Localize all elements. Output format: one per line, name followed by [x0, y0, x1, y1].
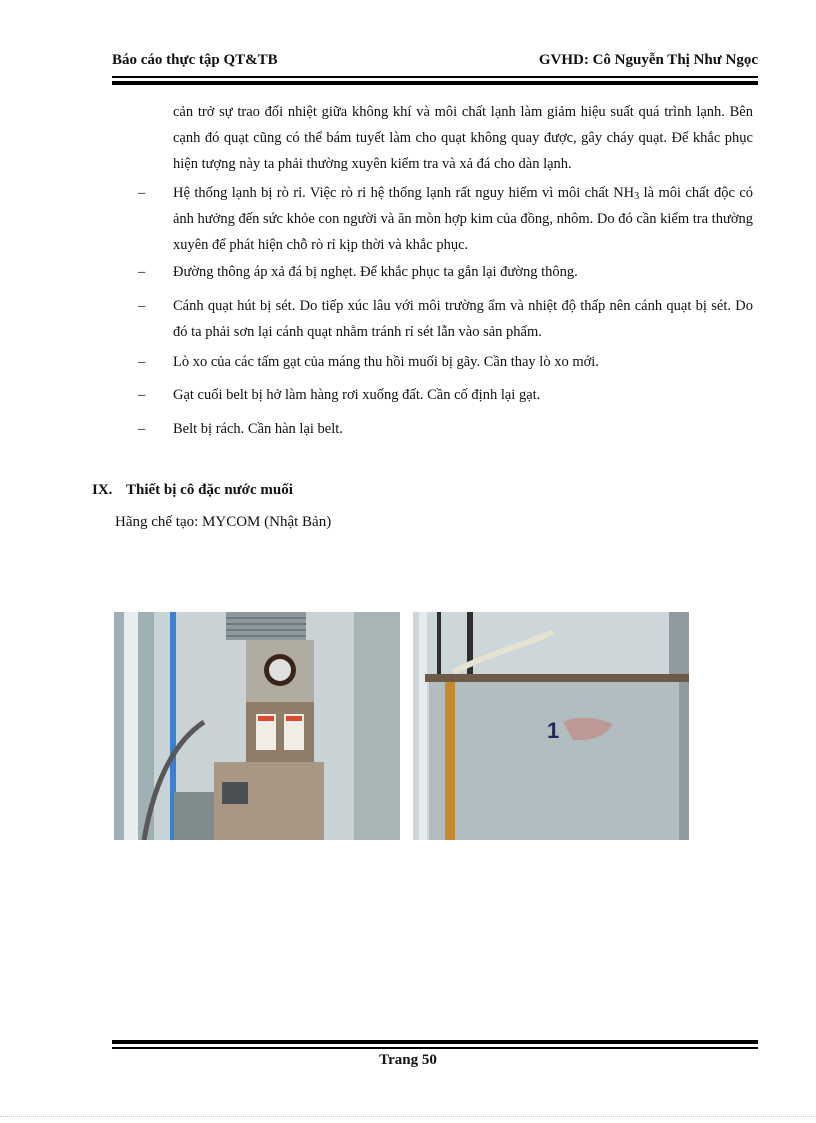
bullet-marker: –: [138, 354, 146, 370]
photo-brine-concentrator-unit: [114, 612, 400, 840]
header-rule-thick: [112, 81, 758, 85]
bullet-marker: –: [138, 387, 146, 403]
footer-rule-thin: [112, 1047, 758, 1049]
bullet-item-belt: Belt bị rách. Cần hàn lại belt.: [173, 421, 343, 437]
header-supervisor: GVHD: Cô Nguyễn Thị Như Ngọc: [538, 52, 758, 68]
section-title: Thiết bị cô đặc nước muối: [126, 482, 293, 498]
photo-brine-tank: [413, 612, 689, 840]
header-rule-thin: [112, 76, 758, 78]
bullet-item-fan: Cánh quạt hút bị sét. Do tiếp xúc lâu với môi trường ẩm và nhiệt độ thấp nên cánh quạt bị sét. Do đó ta phải sơn lại cánh quạt nhằm tránh rỉ sét lẫn vào sản phẩm.: [173, 298, 753, 340]
header-report-title: Báo cáo thực tập QT&TB: [112, 52, 278, 68]
bullet-marker: –: [138, 264, 146, 280]
page-number: Trang 50: [379, 1052, 437, 1068]
bullet-leak-text-b: là môi chất độc có ảnh hưởng đến sức khỏe con người và ăn mòn hợp kim của đồng, nhôm. Do đó cần kiểm tra thường xuyên để phát hiện chỗ rò rỉ kịp thời và khắc phục.: [173, 185, 754, 253]
page-header: [112, 50, 758, 72]
bullet-marker: –: [138, 185, 146, 201]
bullet-marker: –: [138, 298, 146, 314]
bullet-leak-text-a: Hệ thống lạnh bị rò rỉ. Việc rò rỉ hệ thống lạnh rất nguy hiểm vì môi chất NH: [173, 185, 635, 201]
bullet-item-vent: Đường thông áp xả đá bị nghẹt. Để khắc phục ta gắn lại đường thông.: [173, 264, 578, 280]
tank-number-label: 1: [547, 718, 560, 743]
page-edge-dotted: [0, 1116, 816, 1117]
bullet-item-scraper: Gạt cuối belt bị hở làm hàng rơi xuống đất. Cần cố định lại gạt.: [173, 387, 541, 403]
nh3-subscript: 3: [634, 191, 640, 202]
footer-rule-thick: [112, 1040, 758, 1044]
continuation-paragraph: cản trở sự trao đổi nhiệt giữa không khí và môi chất lạnh làm giảm hiệu suất quá trình lạnh. Bên cạnh đó quạt cũng có thể bám tuyết làm cho quạt không quay được, gây cháy quạt. Để khắc phục hiện tượng này ta phải thường xuyên kiểm tra và xả đá cho dàn lạnh.: [173, 104, 753, 172]
section-number: IX.: [92, 482, 113, 498]
bullet-marker: –: [138, 421, 146, 437]
bullet-item-spring: Lò xo của các tấm gạt của máng thu hồi muối bị gãy. Cần thay lò xo mới.: [173, 354, 599, 370]
manufacturer-line: Hãng chế tạo: MYCOM (Nhật Bản): [115, 514, 332, 530]
bullet-item-leak: [173, 180, 753, 258]
section-heading: [92, 482, 293, 499]
